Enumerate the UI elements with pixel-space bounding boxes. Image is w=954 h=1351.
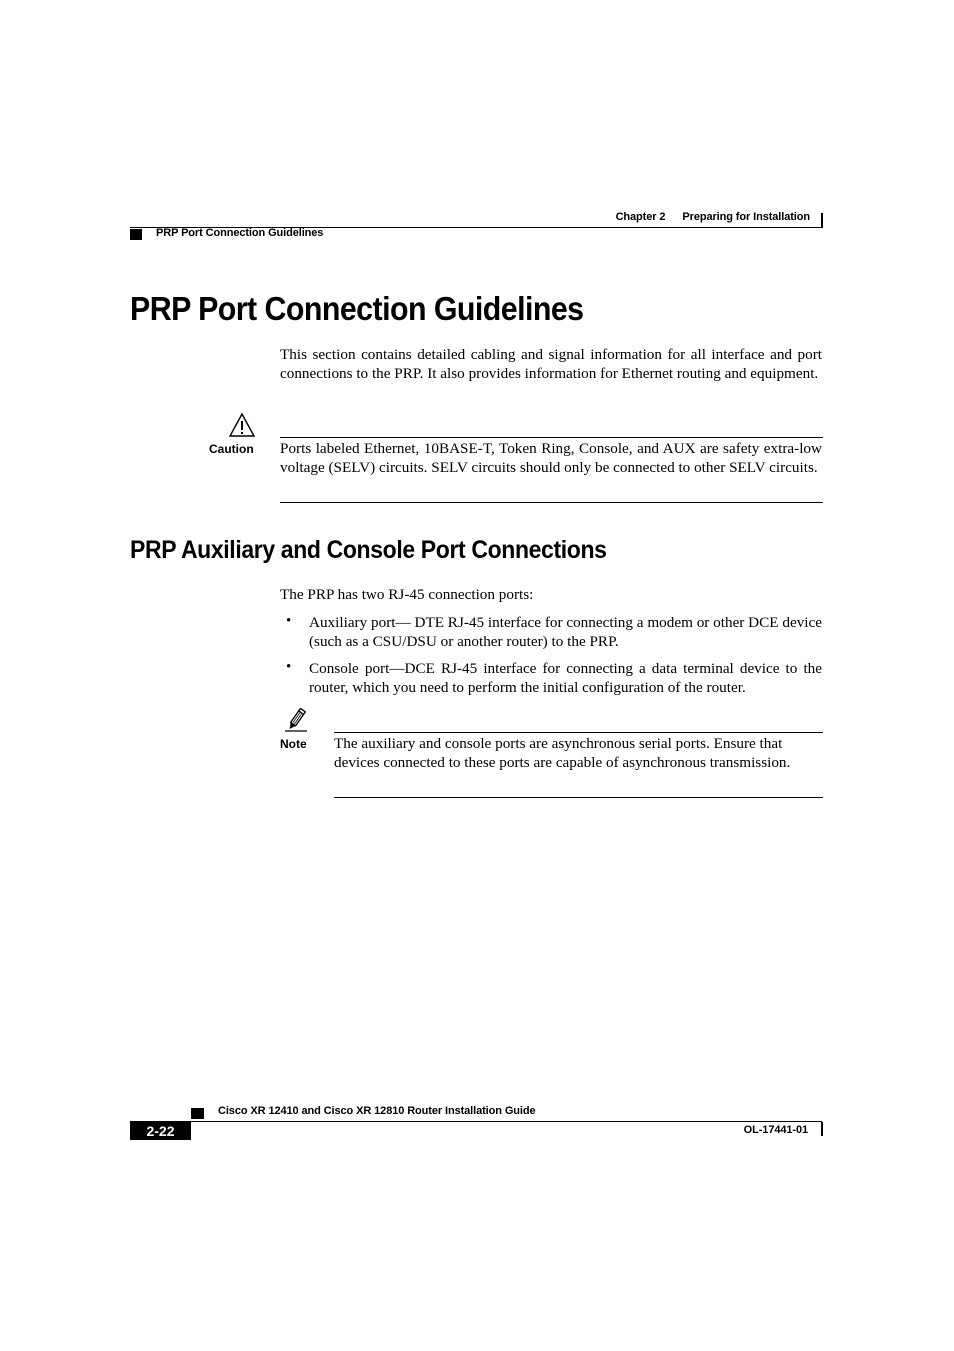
bullet-auxiliary-port: Auxiliary port— DTE RJ-45 interface for connecting a modem or other DCE device (such as a CSU/DSU or another router) to the PRP. (309, 614, 822, 651)
header-tick (821, 213, 823, 228)
caution-text: Ports labeled Ethernet, 10BASE-T, Token Ring, Console, and AUX are safety extra-low voltage (SELV) circuits. SELV circuits should only be connected to other SELV circuits. (280, 440, 822, 477)
bullet-marker: • (286, 613, 292, 629)
note-rule-top (334, 732, 823, 733)
pencil-note-icon (284, 708, 308, 732)
intro-paragraph: This section contains detailed cabling and signal information for all interface and port connections to the PRP. It also provides information for Ethernet routing and equipment. (280, 346, 822, 383)
ports-intro: The PRP has two RJ-45 connection ports: (280, 586, 534, 603)
caution-label: Caution (209, 442, 254, 456)
header-chapter (616, 211, 810, 223)
warning-triangle-icon (228, 412, 256, 438)
note-label: Note (280, 737, 307, 751)
header-marker (130, 229, 142, 240)
bullet-console-port: Console port—DCE RJ-45 interface for connecting a data terminal device to the router, which you need to perform the initial configuration of the router. (309, 660, 822, 697)
footer-rule (130, 1121, 822, 1122)
caution-rule-bottom (280, 502, 823, 503)
section-heading: PRP Auxiliary and Console Port Connections (130, 536, 607, 564)
note-text: The auxiliary and console ports are asynchronous serial ports. Ensure that devices connected to these ports are capable of asynchronous transmission. (334, 735, 791, 772)
footer-guide-title: Cisco XR 12410 and Cisco XR 12810 Router Installation Guide (218, 1105, 536, 1117)
footer-marker (191, 1108, 204, 1119)
footer-tick (821, 1122, 823, 1136)
page-title: PRP Port Connection Guidelines (130, 290, 584, 327)
footer-doc-number: OL-17441-01 (743, 1124, 808, 1136)
header-chapter-label: Chapter 2 (615, 211, 666, 223)
note-rule-bottom (334, 797, 823, 798)
bullet-marker: • (286, 659, 292, 675)
header-chapter-title: Preparing for Installation (682, 211, 810, 223)
header-section: PRP Port Connection Guidelines (156, 227, 324, 239)
caution-rule-top (280, 437, 823, 438)
page-number: 2-22 (130, 1122, 191, 1140)
